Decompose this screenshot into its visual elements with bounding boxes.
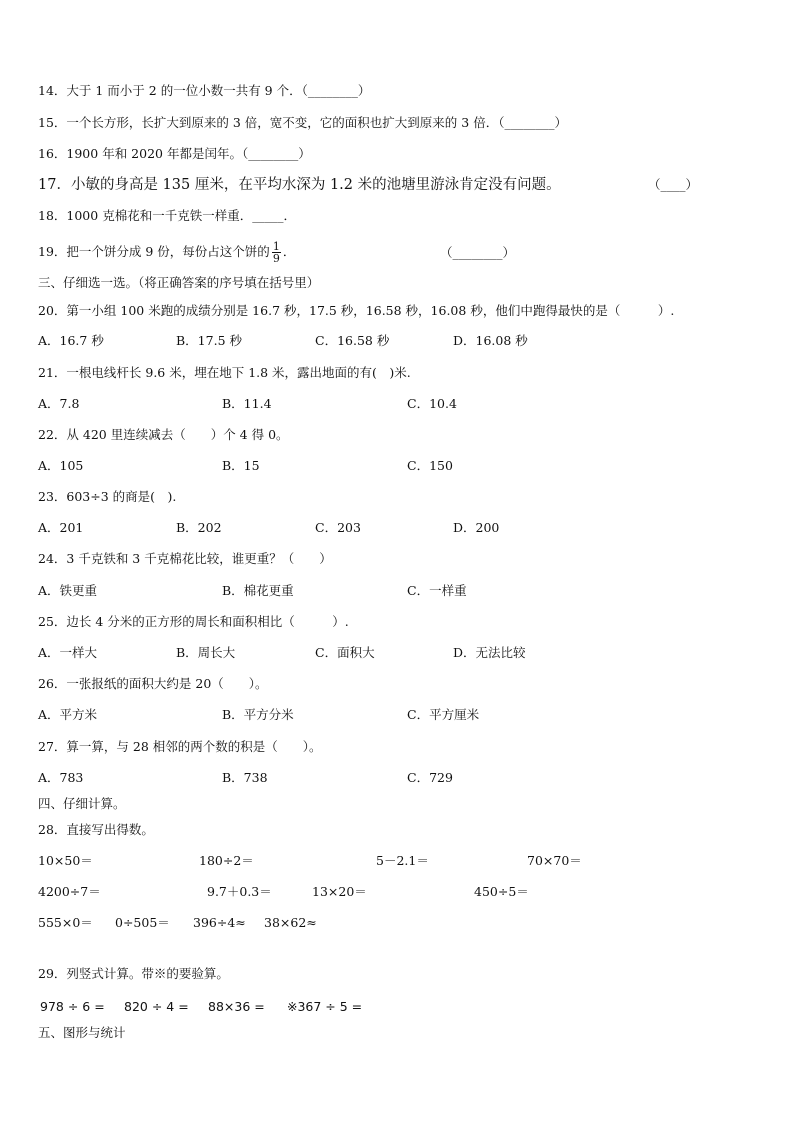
calc-item: 38×62≈	[264, 915, 317, 930]
q20-option-d: D．16.08 秒	[453, 333, 528, 348]
q23-option-a: A．201	[38, 520, 84, 535]
q20-option-b: B．17.5 秒	[176, 333, 242, 348]
fraction-one-ninth	[272, 241, 281, 264]
question-17-blank: （____）	[648, 177, 699, 192]
calc-item: 450÷5＝	[474, 884, 529, 899]
q25-option-b: B．周长大	[176, 645, 236, 660]
question-23: 23．603÷3 的商是( ).	[38, 489, 177, 504]
q26-option-b: B．平方分米	[222, 707, 294, 722]
q26-option-c: C．平方厘米	[407, 707, 480, 722]
q23-option-b: B．202	[176, 520, 222, 535]
fraction-denominator: 9	[272, 252, 280, 265]
q20-option-c: C．16.58 秒	[315, 333, 390, 348]
fraction-numerator: 1	[272, 240, 280, 253]
question-21: 21．一根电线杆长 9.6 米，埋在地下 1.8 米，露出地面的有( )米.	[38, 365, 411, 380]
q26-option-a: A．平方米	[38, 707, 98, 722]
q21-option-b: B．11.4	[222, 396, 272, 411]
question-25: 25．边长 4 分米的正方形的周长和面积相比（ ）.	[38, 614, 349, 629]
question-19	[38, 241, 295, 264]
calc-item: 396÷4≈	[193, 915, 246, 930]
q22-option-b: B．15	[222, 458, 260, 473]
vertical-calc-item: ※367 ÷ 5 =	[287, 999, 363, 1014]
q21-option-a: A．7.8	[38, 396, 80, 411]
calc-item: 5－2.1＝	[376, 853, 429, 868]
question-29: 29．列竖式计算。带※的要验算。	[38, 966, 229, 981]
calc-item: 555×0＝	[38, 915, 93, 930]
q27-option-c: C．729	[407, 770, 453, 785]
q21-option-c: C．10.4	[407, 396, 457, 411]
calc-item: 9.7＋0.3＝	[207, 884, 272, 899]
q27-option-a: A．783	[38, 770, 84, 785]
q22-option-c: C．150	[407, 458, 453, 473]
question-18: 18．1000 克棉花和一千克铁一样重．_____．	[38, 208, 296, 223]
q23-option-c: C．203	[315, 520, 361, 535]
section-5-heading: 五、图形与统计	[38, 1025, 126, 1040]
question-19-end: ．	[282, 244, 296, 259]
calc-item: 70×70＝	[527, 853, 582, 868]
vertical-calc-item: 978 ÷ 6 =	[40, 999, 105, 1014]
question-24: 24．3 千克铁和 3 千克棉花比较，谁更重？（ ）	[38, 551, 332, 566]
q23-option-d: D．200	[453, 520, 500, 535]
calc-item: 13×20＝	[312, 884, 367, 899]
question-14: 14．大于 1 而小于 2 的一位小数一共有 9 个．（________）	[38, 83, 371, 98]
q24-option-b: B．棉花更重	[222, 583, 294, 598]
calc-item: 4200÷7＝	[38, 884, 101, 899]
vertical-calc-item: 820 ÷ 4 =	[124, 999, 189, 1014]
vertical-calc-item: 88×36 =	[208, 999, 265, 1014]
calc-item: 10×50＝	[38, 853, 93, 868]
section-3-heading: 三、仔细选一选。（将正确答案的序号填在括号里）	[38, 275, 320, 290]
q24-option-c: C．一样重	[407, 583, 467, 598]
question-20: 20．第一小组 100 米跑的成绩分别是 16.7 秒，17.5 秒，16.58 秒，16.08 秒，他们中跑得最快的是（ ）.	[38, 303, 675, 318]
question-17: 17．小敏的身高是 135 厘米，在平均水深为 1.2 米的池塘里游泳肯定没有问题。	[38, 177, 561, 193]
section-4-heading: 四、仔细计算。	[38, 796, 126, 811]
q25-option-a: A．一样大	[38, 645, 98, 660]
q20-option-a: A．16.7 秒	[38, 333, 104, 348]
q25-option-d: D．无法比较	[453, 645, 526, 660]
question-26: 26．一张报纸的面积大约是 20（ ）。	[38, 676, 268, 691]
question-16: 16．1900 年和 2020 年都是闰年。（________）	[38, 146, 311, 161]
question-22: 22．从 420 里连续减去（ ）个 4 得 0。	[38, 427, 289, 442]
question-15: 15．一个长方形，长扩大到原来的 3 倍，宽不变，它的面积也扩大到原来的 3 倍．（________）	[38, 115, 567, 130]
q27-option-b: B．738	[222, 770, 268, 785]
q22-option-a: A．105	[38, 458, 84, 473]
calc-item: 180÷2＝	[199, 853, 254, 868]
q24-option-a: A．铁更重	[38, 583, 98, 598]
q25-option-c: C．面积大	[315, 645, 375, 660]
calc-item: 0÷505＝	[115, 915, 170, 930]
question-28: 28．直接写出得数。	[38, 822, 154, 837]
question-27: 27．算一算，与 28 相邻的两个数的积是（ ）。	[38, 739, 322, 754]
question-19-text: 19．把一个饼分成 9 份，每份占这个饼的	[38, 244, 270, 259]
question-19-blank: （________）	[440, 245, 516, 260]
